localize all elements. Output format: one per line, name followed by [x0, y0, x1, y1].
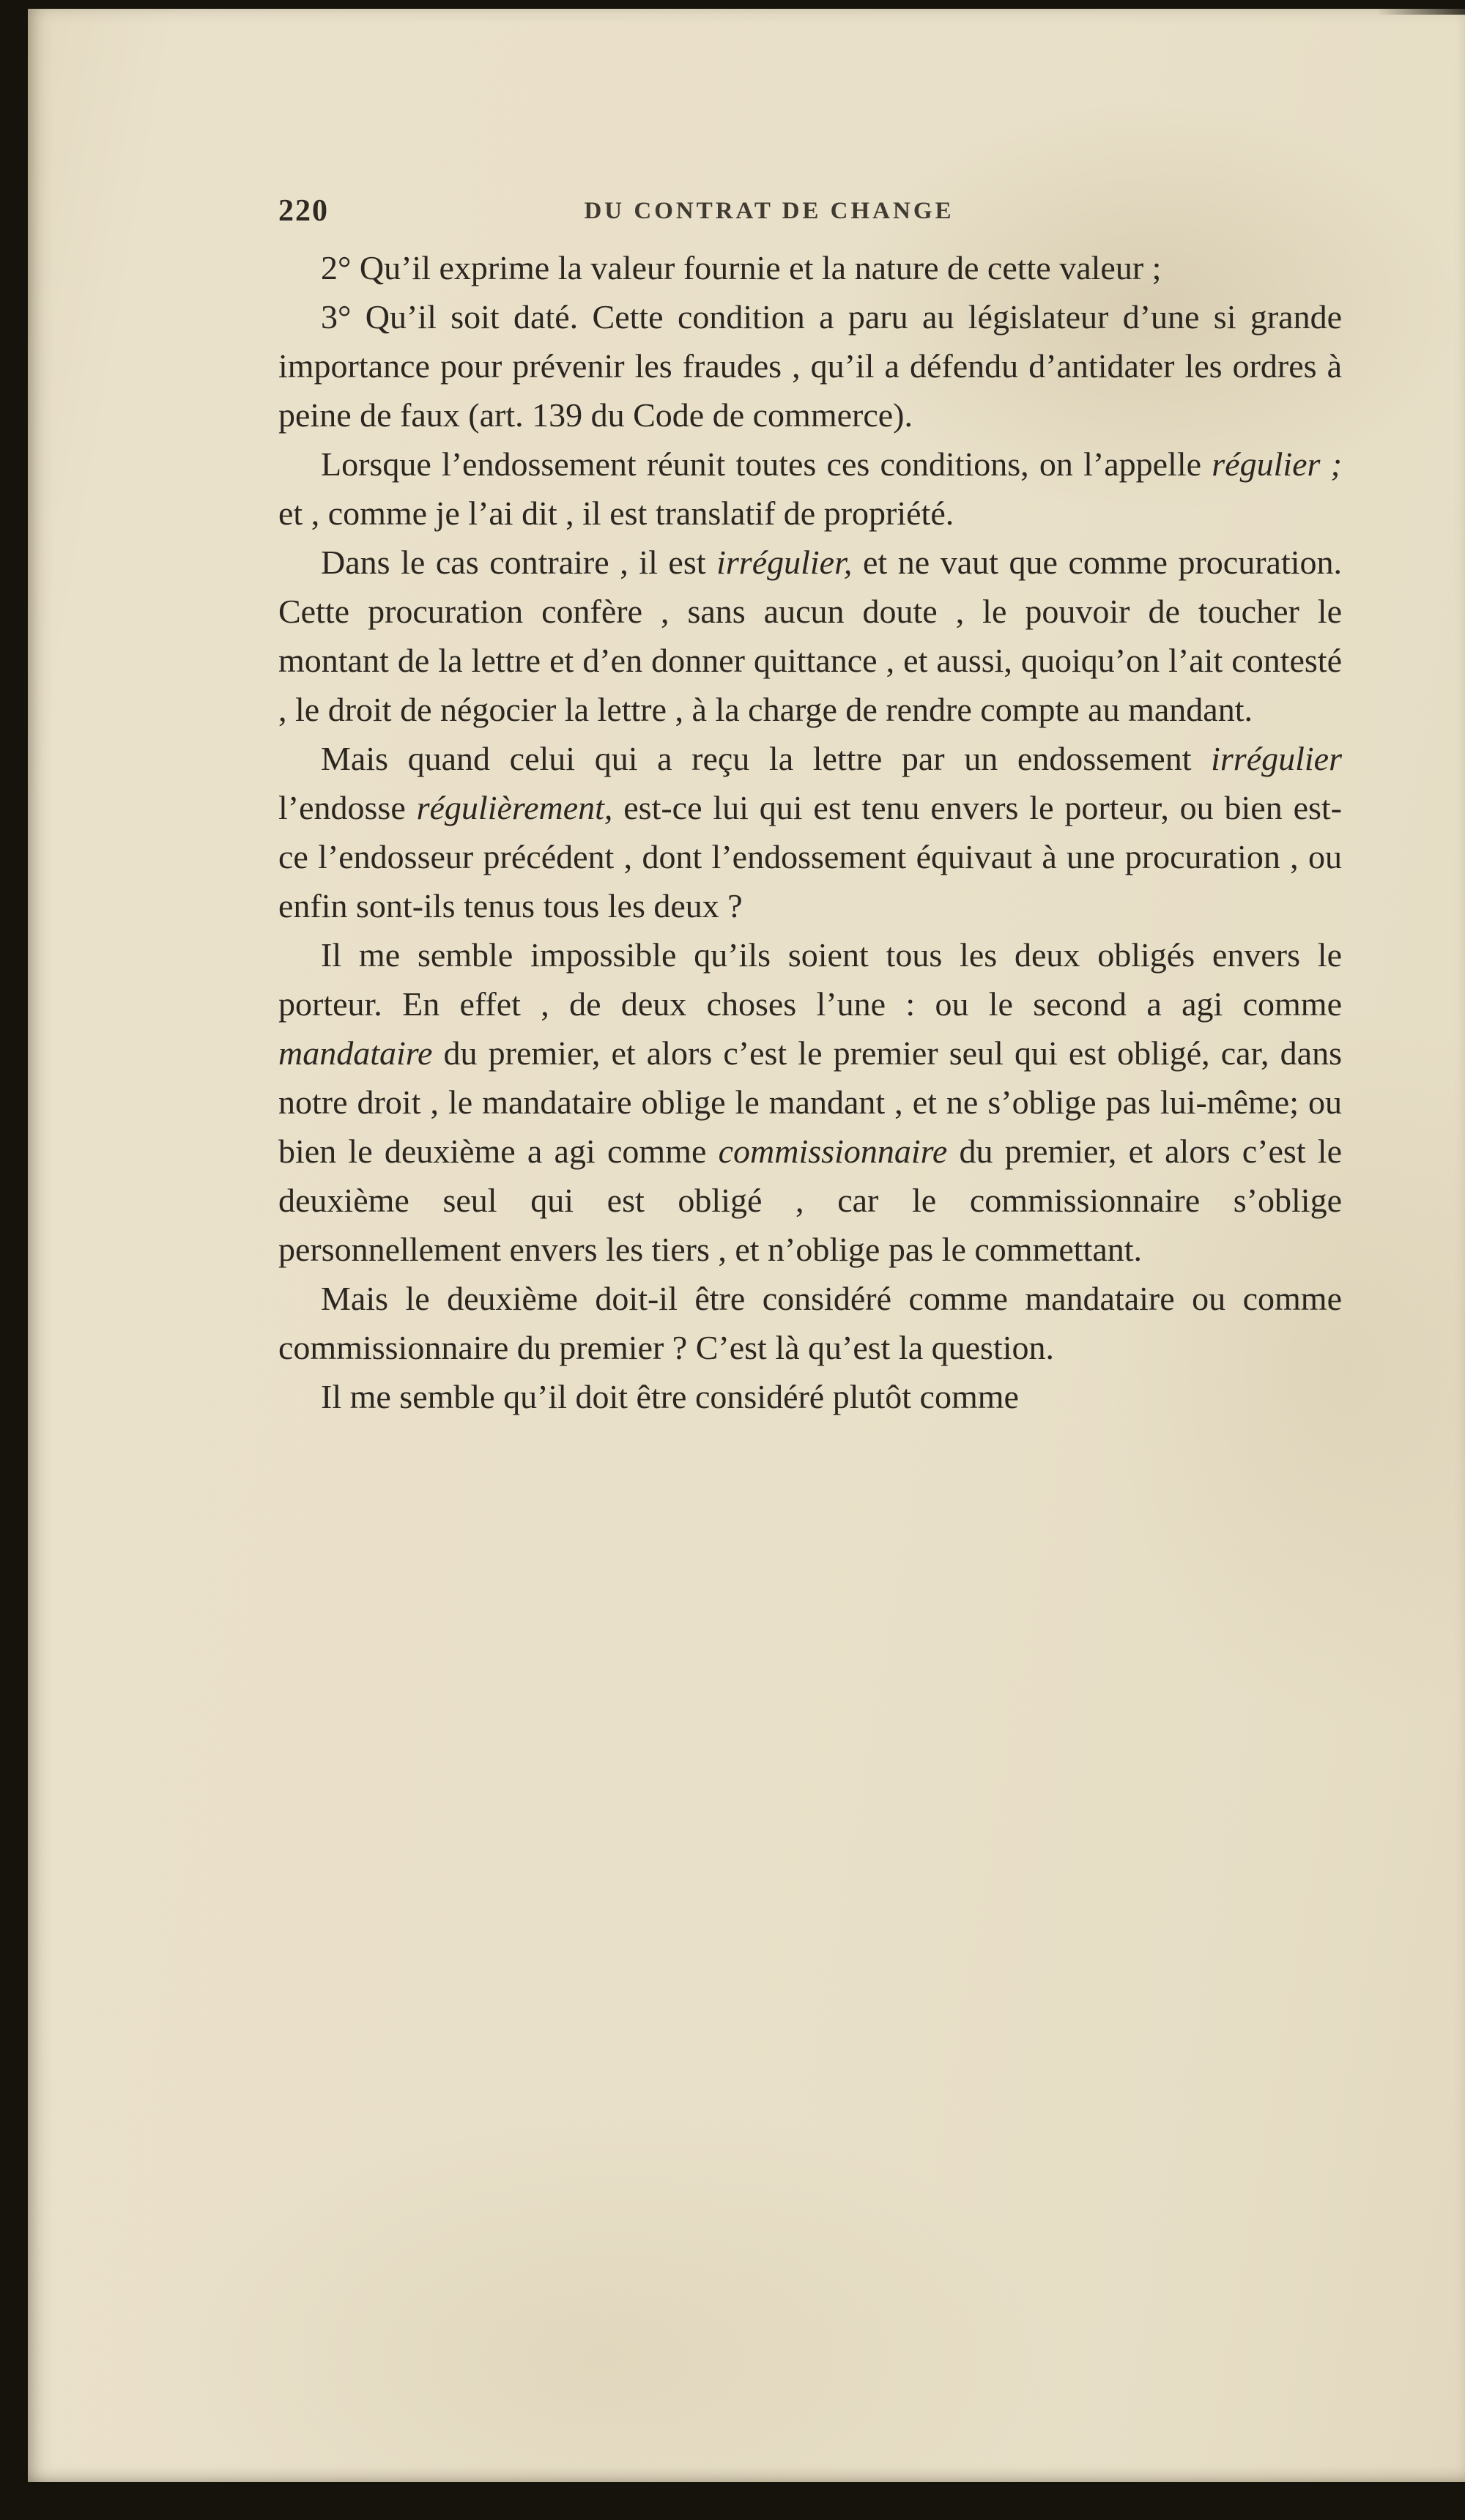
paragraph: Il me semble qu’il doit être considéré plutôt comme — [321, 1378, 1019, 1415]
page-number: 220 — [278, 194, 329, 228]
paragraph: Lorsque l’endossement réunit toutes ces conditions, on l’appelle régulier ; et , comme je l’ai dit , il est translatif de propriété. — [278, 445, 1342, 532]
paragraph: Dans le cas contraire , il est irrégulier, et ne vaut que comme procuration. Cette procuration confère , sans aucun doute , le pouvoir de toucher le montant de la lettre et d’en donner quittance , et aussi, quoiqu’on l’ait contesté , le droit de négocier la lettre , à la charge de rendre compte au mandant. — [278, 544, 1342, 728]
running-title: DU CONTRAT DE CHANGE — [584, 198, 954, 224]
body-text — [278, 243, 1342, 1421]
book-page — [28, 9, 1465, 2482]
page-header — [278, 193, 1342, 231]
paragraph: Mais quand celui qui a reçu la lettre par un endossement irrégulier l’endosse régulièrement, est-ce lui qui est tenu envers le porteur, ou bien est-ce l’endosseur précédent , dont l’endossement équivaut à une procuration , ou enfin sont-ils tenus tous les deux ? — [278, 740, 1342, 924]
paragraph: Mais le deuxième doit-il être considéré comme mandataire ou comme commissionnaire du premier ? C’est là qu’est la question. — [278, 1280, 1342, 1366]
paragraph: Il me semble impossible qu’ils soient tous les deux obligés envers le porteur. En effet , de deux choses l’une : ou le second a agi comme mandataire du premier, et alors c’est le premier seul qui est obligé, car, dans notre droit , le mandataire oblige le mandant , et ne s’oblige pas lui-même; ou bien le deuxième a agi comme commissionnaire du premier, et alors c’est le deuxième seul qui est obligé , car le commissionnaire s’oblige personnellement envers les tiers , et n’oblige pas le commettant. — [278, 936, 1342, 1268]
paragraph: 3° Qu’il soit daté. Cette condition a paru au législateur d’une si grande importance pour prévenir les fraudes , qu’il a défendu d’antidater les ordres à peine de faux (art. 139 du Code de commerce). — [278, 298, 1342, 434]
paragraph: 2° Qu’il exprime la valeur fournie et la nature de cette valeur ; — [321, 249, 1162, 286]
